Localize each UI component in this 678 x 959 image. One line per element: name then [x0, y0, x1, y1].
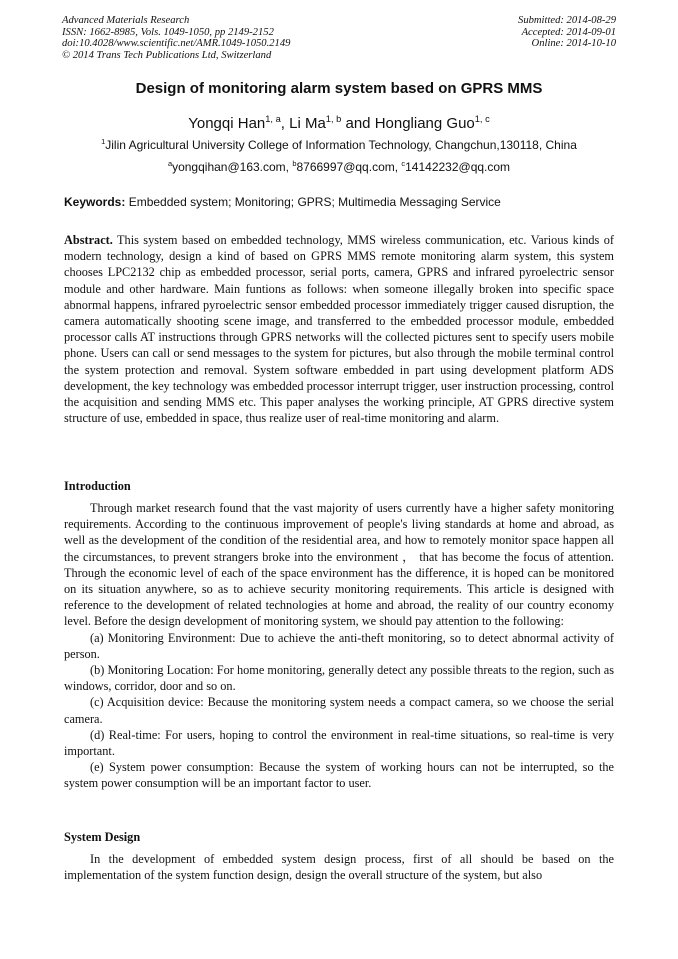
- online-date: Online: 2014-10-10: [531, 38, 616, 50]
- email-sup: a: [167, 159, 173, 168]
- affiliation-sup: 1: [101, 137, 106, 146]
- email-address: 8766997@qq.com,: [296, 160, 402, 174]
- abstract: [64, 232, 614, 426]
- keywords: [64, 195, 624, 209]
- author-name: Li Ma: [289, 115, 326, 132]
- journal-name: Advanced Materials Research: [62, 15, 190, 26]
- author-line: [0, 115, 678, 132]
- email-address: 14142232@qq.com: [405, 160, 511, 174]
- abstract-text: This system based on embedded technology, MMS wireless communication, etc. Various kinds of modern technology, design a kind of based on GPRS MMS remote monitoring alarm system, this system chooses LPC2132 chip as embedded processor, serial ports, camera, GPRS and infrared pyroelectric sensor module and other hardware. Main funtions as follows: when someone illegally broken into specific space abnormal happens, infrared pyroelectric sensor embedded processor immediately trigger caused disruption, the camera automatically shooting scene image, and transferred to the embedded processor module, embedded processor calls AT instructions through GPRS networks will the collected pictures sent to specify users mobile phone. Users can call or send messages to the system for pictures, but also through the mobile terminal control the system protection and removal. System software embedded in part using development platform ADS development, the key technology was embedded processor interrupt trigger, user instruction processing, control the acquisition and sending MMS etc. This paper analyses the working principle, AT GPRS directive system structure of use, embedded in space, thus realize user of real-time monitoring and alarm.: [64, 233, 614, 426]
- system-design-heading: System Design: [64, 830, 141, 844]
- copyright-line: © 2014 Trans Tech Publications Ltd, Switzerland: [62, 49, 272, 61]
- introduction-body: [64, 500, 614, 792]
- paragraph: Through market research found that the vast majority of users currently have a higher safety monitoring requirements. According to the continuous improvement of people's living standards at home and abroad, as well as the development of the condition of the residential area, and how to remotely monitor space happen all the circumstances, to prevent strangers broke into the environment ， that has become the focus of attention. Through the economic level of each of the space environment has the difference, it is hoped can be monitored on its situation anywhere, so as to achieve security monitoring requirements. This article is designed with reference to the development of related technologies at home and abroad, the reality of our country economy level. Before the design development of monitoring system, we should pay attention to the following:: [64, 501, 614, 629]
- journal-header-right: [518, 15, 616, 50]
- email-sup: b: [292, 159, 297, 168]
- keywords-text: Embedded system; Monitoring; GPRS; Multimedia Messaging Service: [125, 195, 501, 209]
- issn-line: ISSN: 1662-8985, Vols. 1049-1050, pp 2149-2152: [62, 26, 274, 38]
- paragraph: (d) Real-time: For users, hoping to control the environment in real-time situations, so real-time is very important.: [64, 727, 614, 759]
- introduction-heading: Introduction: [64, 479, 131, 493]
- accepted-date: Accepted: 2014-09-01: [521, 26, 616, 38]
- abstract-label: Abstract.: [64, 233, 113, 247]
- email-address: yongqihan@163.com,: [172, 160, 293, 174]
- submitted-date: Submitted: 2014-08-29: [518, 15, 616, 26]
- author-name: Hongliang Guo: [374, 115, 475, 132]
- affiliation-text: Jilin Agricultural University College of Information Technology, Changchun,130118, China: [105, 138, 577, 152]
- paragraph: In the development of embedded system design process, first of all should be based on the implementation of the system function design, design the overall structure of the system, but also: [64, 852, 614, 883]
- author-name: Yongqi Han: [188, 115, 266, 132]
- keywords-label: Keywords:: [64, 195, 126, 209]
- journal-header-left: [62, 15, 290, 61]
- email-sup: c: [401, 159, 406, 168]
- author-separator: and: [341, 115, 375, 132]
- paragraph: (e) System power consumption: Because the system of working hours can not be interrupted, so the system power consumption will be an important factor to user.: [64, 760, 614, 791]
- doi-line: doi:10.4028/www.scientific.net/AMR.1049-1050.2149: [62, 38, 291, 50]
- paragraph: (c) Acquisition device: Because the monitoring system needs a compact camera, so we choose the serial camera.: [64, 695, 614, 726]
- system-design-body: [64, 851, 614, 883]
- author-affil-sup: 1, a: [265, 114, 281, 124]
- paragraph: (b) Monitoring Location: For home monitoring, generally detect any possible threats to the region, such as windows, corridor, door and so on.: [64, 663, 614, 694]
- author-affil-sup: 1, c: [474, 114, 490, 124]
- paragraph: (a) Monitoring Environment: Due to achieve the anti-theft monitoring, so to detect abnormal activity of person.: [64, 630, 614, 661]
- author-affil-sup: 1, b: [325, 114, 342, 124]
- affiliation: [0, 138, 678, 152]
- author-separator: ,: [280, 115, 290, 132]
- email-line: [0, 160, 678, 174]
- paper-title: Design of monitoring alarm system based on GPRS MMS: [135, 80, 543, 97]
